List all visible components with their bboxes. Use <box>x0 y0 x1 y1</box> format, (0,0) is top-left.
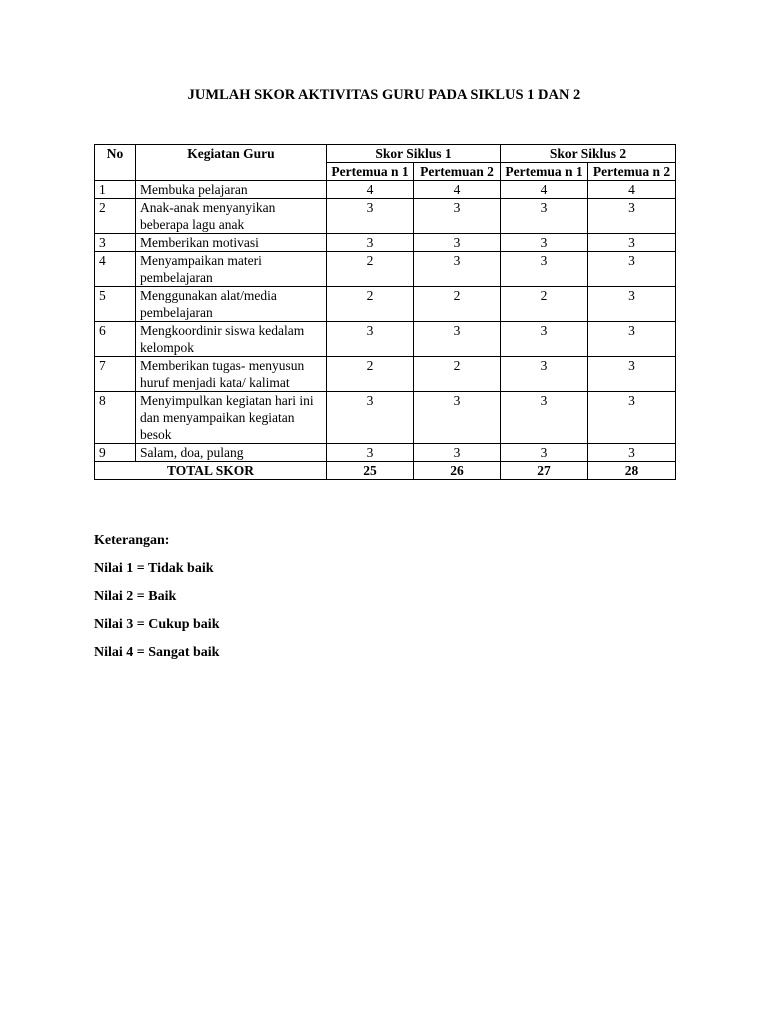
cell-s2p2: 4 <box>588 181 676 199</box>
header-siklus-2: Skor Siklus 2 <box>501 145 676 163</box>
total-s2p2: 28 <box>588 462 676 480</box>
cell-kegiatan: Mengkoordinir siswa kedalam kelompok <box>136 322 327 357</box>
cell-s1p2: 2 <box>414 357 501 392</box>
legend-heading: Keterangan: <box>94 533 170 548</box>
header-s1-pertemuan-2: Pertemuan 2 <box>414 163 501 181</box>
cell-kegiatan: Memberikan tugas- menyusun huruf menjadi kata/ kalimat <box>136 357 327 392</box>
cell-s2p1: 3 <box>501 357 588 392</box>
cell-s1p1: 3 <box>327 199 414 234</box>
cell-s1p2: 2 <box>414 287 501 322</box>
cell-s2p2: 3 <box>588 392 676 444</box>
table-row <box>95 357 676 392</box>
cell-s2p1: 2 <box>501 287 588 322</box>
table-row <box>95 392 676 444</box>
cell-no: 4 <box>95 252 136 287</box>
total-s1p2: 26 <box>414 462 501 480</box>
cell-kegiatan: Menyampaikan materi pembelajaran <box>136 252 327 287</box>
cell-s2p2: 3 <box>588 444 676 462</box>
cell-s1p1: 3 <box>327 392 414 444</box>
cell-s2p1: 3 <box>501 392 588 444</box>
legend-item: Nilai 1 = Tidak baik <box>94 561 214 576</box>
cell-s2p1: 3 <box>501 199 588 234</box>
cell-s1p1: 3 <box>327 234 414 252</box>
legend-item: Nilai 3 = Cukup baik <box>94 617 220 632</box>
legend <box>94 532 219 672</box>
cell-s1p1: 3 <box>327 322 414 357</box>
cell-no: 6 <box>95 322 136 357</box>
cell-s2p2: 3 <box>588 252 676 287</box>
cell-s2p1: 3 <box>501 252 588 287</box>
header-no: No <box>95 145 136 181</box>
cell-no: 5 <box>95 287 136 322</box>
cell-kegiatan: Memberikan motivasi <box>136 234 327 252</box>
cell-s2p1: 3 <box>501 444 588 462</box>
header-s1-pertemuan-1: Pertemua n 1 <box>327 163 414 181</box>
cell-kegiatan: Salam, doa, pulang <box>136 444 327 462</box>
total-s1p1: 25 <box>327 462 414 480</box>
cell-s2p1: 3 <box>501 322 588 357</box>
cell-s2p2: 3 <box>588 234 676 252</box>
total-s2p1: 27 <box>501 462 588 480</box>
cell-kegiatan: Anak-anak menyanyikan beberapa lagu anak <box>136 199 327 234</box>
cell-no: 3 <box>95 234 136 252</box>
cell-no: 8 <box>95 392 136 444</box>
legend-item: Nilai 4 = Sangat baik <box>94 645 220 660</box>
cell-s2p1: 3 <box>501 234 588 252</box>
cell-s1p2: 3 <box>414 234 501 252</box>
table-row <box>95 252 676 287</box>
score-table <box>94 144 676 480</box>
cell-s1p1: 2 <box>327 252 414 287</box>
cell-no: 7 <box>95 357 136 392</box>
cell-s1p1: 2 <box>327 357 414 392</box>
cell-s2p2: 3 <box>588 357 676 392</box>
header-s2-pertemuan-2: Pertemua n 2 <box>588 163 676 181</box>
cell-s1p2: 3 <box>414 444 501 462</box>
cell-kegiatan: Menggunakan alat/media pembelajaran <box>136 287 327 322</box>
cell-no: 1 <box>95 181 136 199</box>
total-row <box>95 462 676 480</box>
header-siklus-1: Skor Siklus 1 <box>327 145 501 163</box>
cell-kegiatan: Menyimpulkan kegiatan hari ini dan menyampaikan kegiatan besok <box>136 392 327 444</box>
cell-s2p2: 3 <box>588 322 676 357</box>
cell-s1p1: 2 <box>327 287 414 322</box>
table-row <box>95 234 676 252</box>
table-row <box>95 322 676 357</box>
cell-no: 9 <box>95 444 136 462</box>
cell-s1p2: 3 <box>414 322 501 357</box>
table-row <box>95 181 676 199</box>
header-s2-pertemuan-1: Pertemua n 1 <box>501 163 588 181</box>
cell-s1p2: 3 <box>414 252 501 287</box>
page-title: JUMLAH SKOR AKTIVITAS GURU PADA SIKLUS 1 DAN 2 <box>187 87 581 103</box>
cell-s2p1: 4 <box>501 181 588 199</box>
header-kegiatan: Kegiatan Guru <box>136 145 327 181</box>
table-row <box>95 444 676 462</box>
cell-s1p2: 3 <box>414 199 501 234</box>
cell-s1p2: 4 <box>414 181 501 199</box>
total-label: TOTAL SKOR <box>95 462 327 480</box>
table-row <box>95 199 676 234</box>
table-body <box>95 181 676 480</box>
cell-s2p2: 3 <box>588 199 676 234</box>
cell-no: 2 <box>95 199 136 234</box>
legend-item: Nilai 2 = Baik <box>94 589 177 604</box>
cell-s1p2: 3 <box>414 392 501 444</box>
cell-s2p2: 3 <box>588 287 676 322</box>
cell-s1p1: 4 <box>327 181 414 199</box>
cell-kegiatan: Membuka pelajaran <box>136 181 327 199</box>
header-row <box>95 145 676 163</box>
table-row <box>95 287 676 322</box>
cell-s1p1: 3 <box>327 444 414 462</box>
